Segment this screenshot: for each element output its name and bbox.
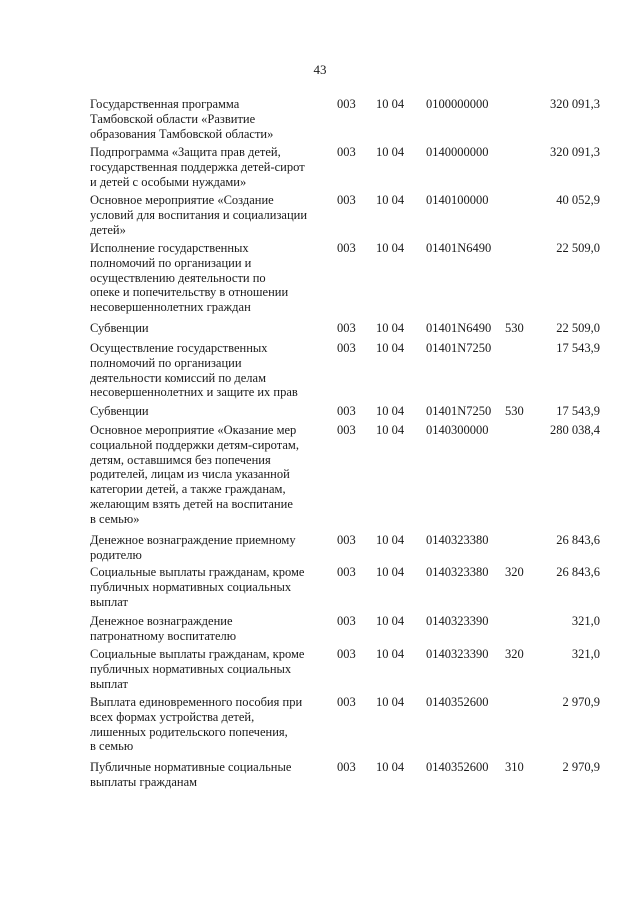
section-code: 10 04 [376,565,405,579]
target-code: 0140323380 [426,565,489,579]
amount: 40 052,9 [556,193,600,207]
ministry-code: 003 [337,404,356,418]
section-code: 10 04 [376,614,405,628]
ministry-code: 003 [337,97,356,111]
target-code: 0140323390 [426,647,489,661]
target-code: 01401N6490 [426,241,492,255]
expense-kind-code: 310 [505,760,524,774]
page-number: 43 [313,62,327,77]
ministry-code: 003 [337,565,356,579]
row-name: Субвенции [90,404,149,418]
target-code: 0140352600 [426,695,489,709]
row-name: Исполнение государственных полномочий по организации и осуществлению деятельности по опеке и попечительству в отношении несовершеннолетних граждан [90,241,289,315]
amount: 320 091,3 [550,145,600,159]
amount: 2 970,9 [562,760,600,774]
section-code: 10 04 [376,145,405,159]
amount: 26 843,6 [556,533,600,547]
row-name: Публичные нормативные социальные выплаты гражданам [90,760,292,789]
target-code: 0140352600 [426,760,489,774]
row-name: Государственная программа Тамбовской области «Развитие образования Тамбовской области» [90,97,274,141]
row-name: Субвенции [90,321,149,335]
amount: 26 843,6 [556,565,600,579]
target-code: 0140300000 [426,423,489,437]
section-code: 10 04 [376,341,405,355]
row-name: Основное мероприятие «Оказание мер социальной поддержки детям-сиротам, детям, оставшимся без попечения родителей, лицам из числа указанной категории детей, а также гражданам, желающим взять детей на воспитание в семью» [90,423,299,526]
expense-kind-code: 530 [505,321,524,335]
row-name: Денежное вознаграждение патронатному воспитателю [90,614,237,643]
ministry-code: 003 [337,321,356,335]
row-name: Подпрограмма «Защита прав детей, государственная поддержка детей-сирот и детей с особыми нуждами» [90,145,305,189]
target-code: 0140100000 [426,193,489,207]
ministry-code: 003 [337,695,356,709]
target-code: 0140323390 [426,614,489,628]
section-code: 10 04 [376,241,405,255]
ministry-code: 003 [337,341,356,355]
section-code: 10 04 [376,321,405,335]
expense-kind-code: 530 [505,404,524,418]
amount: 2 970,9 [562,695,600,709]
section-code: 10 04 [376,533,405,547]
section-code: 10 04 [376,423,405,437]
row-name: Социальные выплаты гражданам, кроме публичных нормативных социальных выплат [90,647,305,691]
row-name: Основное мероприятие «Создание условий для воспитания и социализации детей» [90,193,308,237]
section-code: 10 04 [376,404,405,418]
ministry-code: 003 [337,193,356,207]
row-name: Социальные выплаты гражданам, кроме публичных нормативных социальных выплат [90,565,305,609]
amount: 321,0 [571,614,600,628]
target-code: 01401N7250 [426,404,492,418]
amount: 320 091,3 [550,97,600,111]
amount: 17 543,9 [556,404,600,418]
ministry-code: 003 [337,647,356,661]
ministry-code: 003 [337,533,356,547]
amount: 22 509,0 [556,321,600,335]
target-code: 01401N6490 [426,321,492,335]
expense-kind-code: 320 [505,565,524,579]
section-code: 10 04 [376,695,405,709]
amount: 22 509,0 [556,241,600,255]
ministry-code: 003 [337,241,356,255]
amount: 17 543,9 [556,341,600,355]
row-name: Денежное вознаграждение приемному родителю [90,533,296,562]
target-code: 0140000000 [426,145,489,159]
row-name: Осуществление государственных полномочий по организации деятельности комиссий по делам несовершеннолетних и защите их прав [90,341,298,400]
target-code: 0100000000 [426,97,489,111]
section-code: 10 04 [376,193,405,207]
section-code: 10 04 [376,647,405,661]
amount: 321,0 [571,647,600,661]
amount: 280 038,4 [550,423,600,437]
ministry-code: 003 [337,614,356,628]
ministry-code: 003 [337,760,356,774]
expense-kind-code: 320 [505,647,524,661]
section-code: 10 04 [376,760,405,774]
ministry-code: 003 [337,145,356,159]
target-code: 01401N7250 [426,341,492,355]
row-name: Выплата единовременного пособия при всех формах устройства детей, лишенных родительского попечения, в семью [90,695,303,754]
target-code: 0140323380 [426,533,489,547]
ministry-code: 003 [337,423,356,437]
section-code: 10 04 [376,97,405,111]
